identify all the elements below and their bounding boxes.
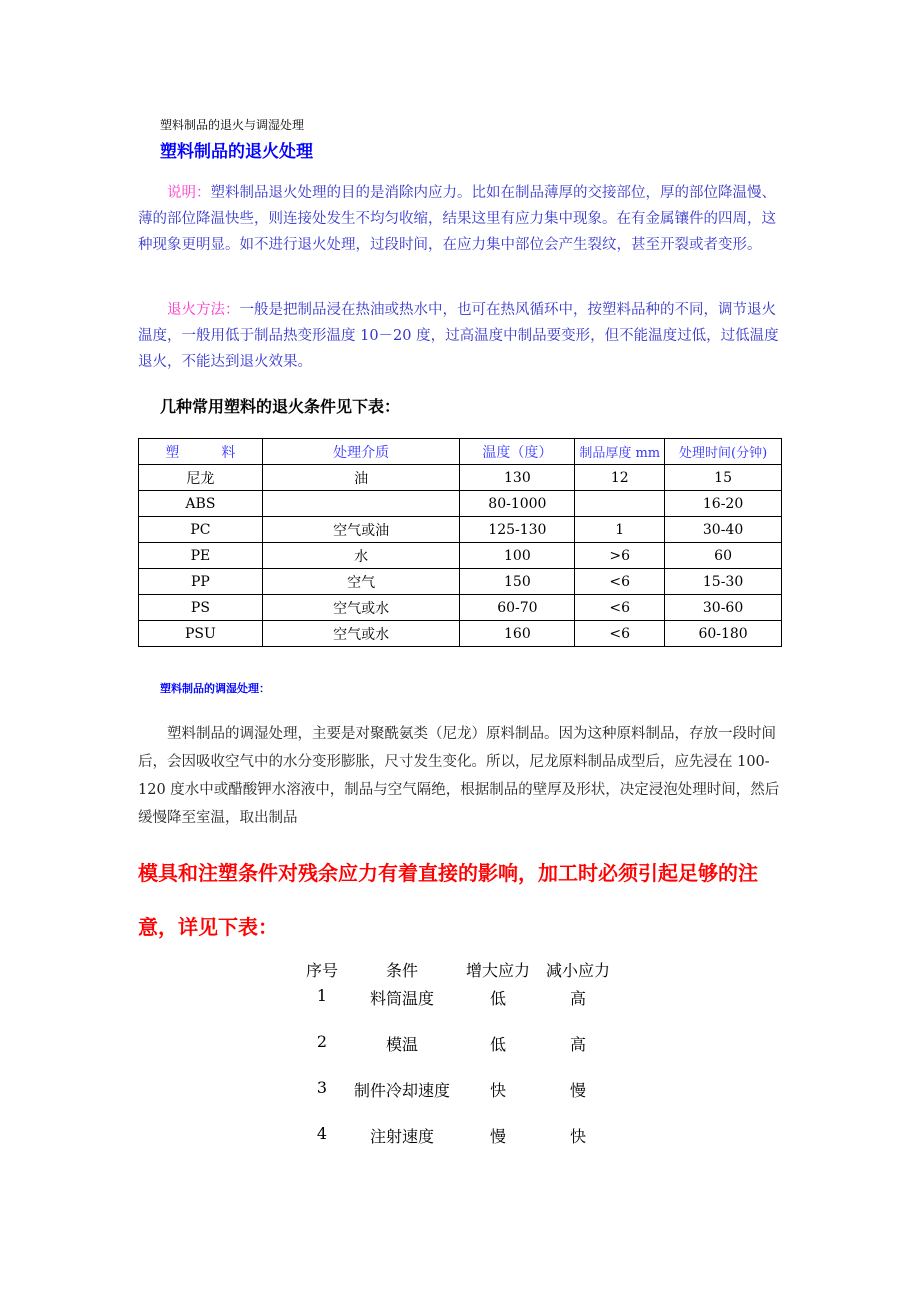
explanation-text: 塑料制品退火处理的目的是消除内应力。比如在制品薄厚的交接部位，厚的部位降温慢、薄的部位降温快些，则连接处发生不均匀收缩，结果这里有应力集中现象。在有金属镶件的四周，这种现象更明显。如不进行退火处理，过段时间，在应力集中部位会产生裂纹，甚至开裂或者变形。 <box>138 185 776 253</box>
table-cell: PS <box>139 595 263 621</box>
table-row <box>139 491 782 517</box>
explanation-paragraph <box>138 180 784 258</box>
table-cell: 100 <box>460 543 575 569</box>
table-cell: 料筒温度 <box>369 989 435 1008</box>
table-row <box>139 543 782 569</box>
stress-note: 模具和注塑条件对残余应力有着直接的影响，加工时必须引起足够的注意，详见下表： <box>138 861 758 939</box>
table-cell: 快 <box>489 1081 507 1100</box>
header-cell: 处理介质 <box>262 439 460 465</box>
table-cell: PE <box>139 543 263 569</box>
table-cell: 空气或油 <box>262 517 460 543</box>
table-cell: 高 <box>569 989 587 1008</box>
table1-caption: 几种常用塑料的退火条件见下表： <box>160 397 401 416</box>
table-cell: 60 <box>665 543 782 569</box>
table-cell: 尼龙 <box>139 465 263 491</box>
table-cell: 150 <box>460 569 575 595</box>
table-cell: 1 <box>575 517 665 543</box>
explanation-label: 说明： <box>167 185 211 201</box>
table-cell: 12 <box>575 465 665 491</box>
table-cell: 30-40 <box>665 517 782 543</box>
table-cell: 125-130 <box>460 517 575 543</box>
table-cell: 空气或水 <box>262 595 460 621</box>
table-cell: 慢 <box>489 1127 507 1146</box>
table-cell: PSU <box>139 621 263 647</box>
table-cell: ABS <box>139 491 263 517</box>
table-cell: <6 <box>575 595 665 621</box>
method-label: 退火方法： <box>167 302 240 318</box>
table-cell: 1 <box>316 986 328 1005</box>
table-cell: 慢 <box>569 1081 587 1100</box>
table-cell <box>575 491 665 517</box>
table-cell: 30-60 <box>665 595 782 621</box>
section-title-humidity: 塑料制品的调湿处理： <box>160 682 270 695</box>
header-cell: 塑 料 <box>139 439 263 465</box>
table-cell: 3 <box>316 1078 328 1097</box>
table-cell: 15 <box>665 465 782 491</box>
table-row <box>139 569 782 595</box>
table-cell: 模温 <box>385 1035 419 1054</box>
table-cell: PP <box>139 569 263 595</box>
table-cell: 油 <box>262 465 460 491</box>
header-cell: 条件 <box>385 961 419 980</box>
table-cell: 60-180 <box>665 621 782 647</box>
header-cell: 温度（度） <box>460 439 575 465</box>
table-cell: 注射速度 <box>369 1127 435 1146</box>
method-text: 一般是把制品浸在热油或热水中，也可在热风循环中，按塑料品种的不同，调节退火温度，一般用低于制品热变形温度 10－20 度，过高温度中制品要变形，但不能温度过低，过低温度退火，不能达到退火效果。 <box>138 302 779 370</box>
table-cell: 4 <box>316 1124 328 1143</box>
method-paragraph <box>138 297 784 375</box>
table-header-row <box>139 439 782 465</box>
table-cell: 水 <box>262 543 460 569</box>
table-cell: 空气或水 <box>262 621 460 647</box>
annealing-table <box>138 438 782 647</box>
table-row <box>139 517 782 543</box>
table-row <box>139 621 782 647</box>
table-cell: PC <box>139 517 263 543</box>
header-cell: 减小应力 <box>545 961 611 980</box>
section-title-annealing: 塑料制品的退火处理 <box>160 142 313 162</box>
table-cell: 快 <box>569 1127 587 1146</box>
table-cell: <6 <box>575 569 665 595</box>
table-cell: 空气 <box>262 569 460 595</box>
table-cell: >6 <box>575 543 665 569</box>
table-row <box>139 465 782 491</box>
table-cell: 制件冷却速度 <box>353 1081 451 1100</box>
table-cell: 16-20 <box>665 491 782 517</box>
header-cell: 序号 <box>305 961 339 980</box>
humidity-paragraph: 塑料制品的调湿处理，主要是对聚酰氨类（尼龙）原料制品。因为这种原料制品，存放一段时间后，会因吸收空气中的水分变形膨胀，尺寸发生变化。所以，尼龙原料制品成型后，应先浸在 100-120 度水中或醋酸钾水溶液中，制品与空气隔绝，根据制品的壁厚及形状，决定浸泡处理时间，然后缓慢降至室温，取出制品 <box>138 726 780 826</box>
document-title: 塑料制品的退火与调湿处理 <box>160 118 305 132</box>
header-cell: 增大应力 <box>465 961 531 980</box>
table-cell: 低 <box>489 989 507 1008</box>
table-cell: 高 <box>569 1035 587 1054</box>
table-cell: 80-1000 <box>460 491 575 517</box>
table-cell <box>262 491 460 517</box>
table-cell: 160 <box>460 621 575 647</box>
table-cell: <6 <box>575 621 665 647</box>
header-cell: 制品厚度 mm <box>575 439 665 465</box>
table-cell: 130 <box>460 465 575 491</box>
table-row <box>139 595 782 621</box>
table-cell: 15-30 <box>665 569 782 595</box>
table-cell: 2 <box>316 1032 328 1051</box>
table-cell: 60-70 <box>460 595 575 621</box>
table-cell: 低 <box>489 1035 507 1054</box>
header-cell: 处理时间(分钟) <box>665 439 782 465</box>
